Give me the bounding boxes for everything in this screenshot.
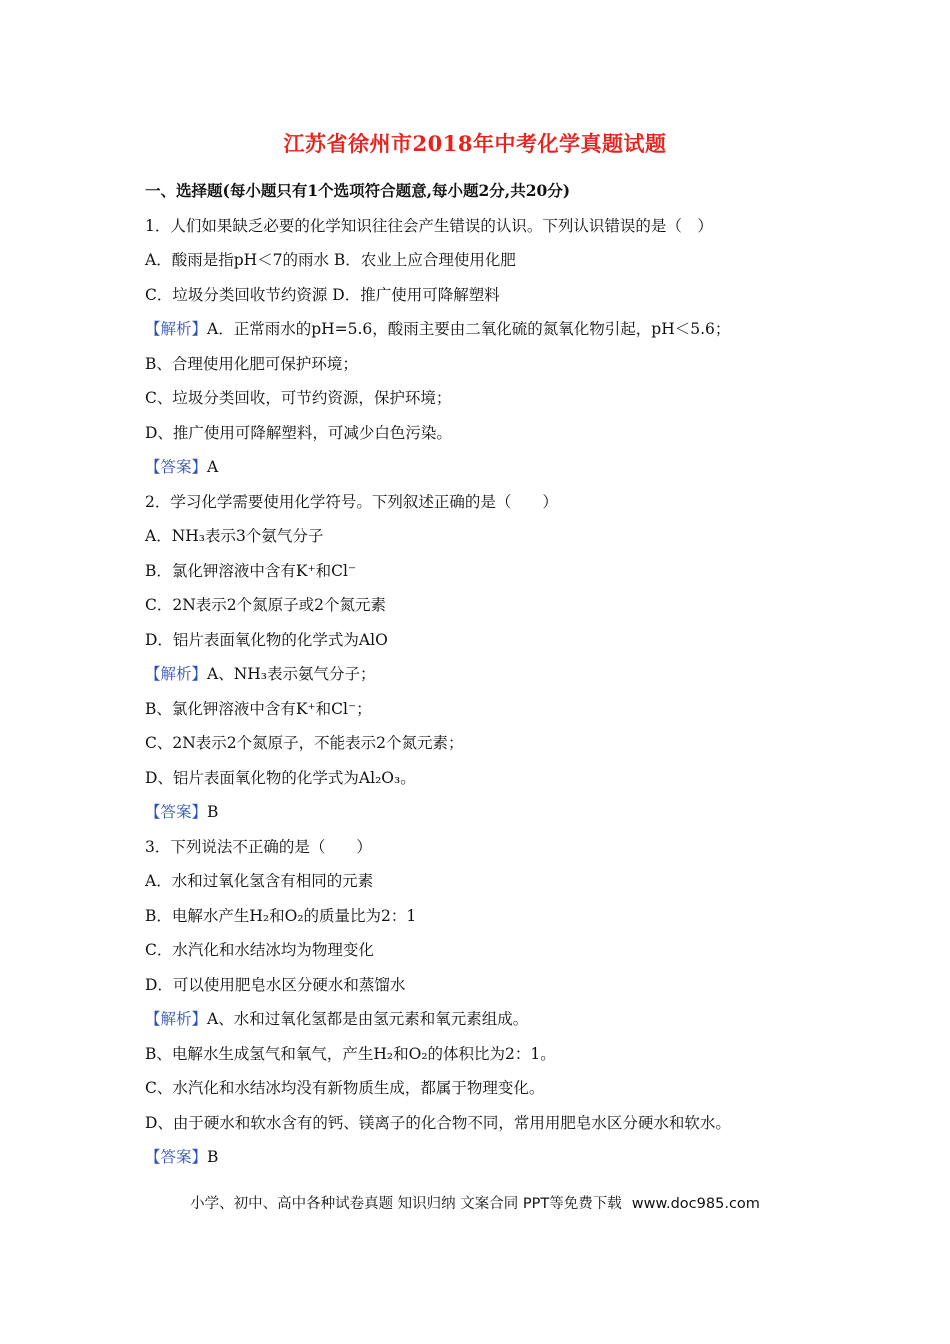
question-2-analysis-d: D、铝片表面氧化物的化学式为Al₂O₃。	[145, 768, 416, 787]
question-1-analysis-c: C、垃圾分类回收，可节约资源，保护环境；	[145, 389, 452, 407]
analysis-text: A、NH₃表示氨气分子；	[207, 665, 376, 683]
question-2-option-c: C．2N表示2个氮原子或2个氮元素	[145, 596, 387, 614]
question-1-analysis-d: D、推广使用可降解塑料，可减少白色污染。	[145, 423, 452, 442]
answer-tag: 【答案】	[145, 458, 208, 476]
analysis-text: A．正常雨水的pH=5.6，酸雨主要由二氧化硫的氮氧化物引起，pH＜5.6；	[207, 320, 731, 338]
answer-tag: 【答案】	[145, 803, 208, 821]
question-2-option-b: B．氯化钾溶液中含有K⁺和Cl⁻	[145, 561, 357, 580]
answer-tag: 【答案】	[145, 1148, 208, 1166]
question-3-analysis-c: C、水汽化和水结冰均没有新物质生成，都属于物理变化。	[145, 1079, 545, 1097]
footer-link[interactable]: www.doc985.com	[631, 1196, 760, 1212]
question-1-answer	[145, 456, 825, 491]
question-2-answer	[145, 801, 825, 836]
question-1-analysis-a	[145, 318, 825, 353]
answer-value: B	[207, 803, 219, 821]
question-1-options-cd: C．垃圾分类回收节约资源 D．推广使用可降解塑料	[145, 285, 500, 304]
question-2-option-a: A．NH₃表示3个氨气分子	[145, 527, 324, 545]
question-3-answer	[145, 1146, 825, 1181]
question-3-option-a: A．水和过氧化氢含有相同的元素	[145, 872, 374, 890]
question-1-options-ab: A．酸雨是指pH＜7的雨水 B．农业上应合理使用化肥	[145, 251, 516, 269]
answer-value: B	[207, 1148, 219, 1166]
question-2-stem: 2．学习化学需要使用化学符号。下列叙述正确的是（ ）	[145, 492, 558, 511]
question-3-analysis-d: D、由于硬水和软水含有的钙、镁离子的化合物不同，常用用肥皂水区分硬水和软水。	[145, 1113, 731, 1132]
question-2-option-d: D．铝片表面氧化物的化学式为AlO	[145, 630, 388, 649]
analysis-tag: 【解析】	[145, 320, 208, 338]
question-2-analysis-c: C、2N表示2个氮原子，不能表示2个氮元素；	[145, 734, 464, 752]
question-1-analysis-b: B、合理使用化肥可保护环境；	[145, 354, 358, 373]
question-3-option-d: D．可以使用肥皂水区分硬水和蒸馏水	[145, 975, 406, 994]
question-1-stem: 1．人们如果缺乏必要的化学知识往往会产生错误的认识。下列认识错误的是（ ）	[145, 216, 713, 235]
answer-value: A	[207, 458, 219, 476]
document-title: 江苏省徐州市2018年中考化学真题试题	[283, 131, 667, 156]
question-2-analysis-b: B、氯化钾溶液中含有K⁺和Cl⁻；	[145, 699, 372, 718]
section-heading: 一、选择题(每小题只有1个选项符合题意,每小题2分,共20分)	[145, 181, 571, 200]
analysis-text: A、水和过氧化氢都是由氢元素和氧元素组成。	[207, 1010, 529, 1028]
question-3-option-c: C．水汽化和水结冰均为物理变化	[145, 941, 374, 959]
question-3-analysis-b: B、电解水生成氢气和氧气，产生H₂和O₂的体积比为2：1。	[145, 1044, 556, 1063]
analysis-tag: 【解析】	[145, 665, 208, 683]
question-3-option-b: B．电解水产生H₂和O₂的质量比为2：1	[145, 906, 417, 925]
question-3-analysis-a	[145, 1008, 825, 1043]
footer-text: 小学、初中、高中各种试卷真题 知识归纳 文案合同 PPT等免费下载	[190, 1196, 622, 1212]
document-body	[145, 180, 825, 1181]
page-footer	[0, 1192, 950, 1213]
question-2-analysis-a	[145, 663, 825, 698]
analysis-tag: 【解析】	[145, 1010, 208, 1028]
question-3-stem: 3．下列说法不正确的是（ ）	[145, 837, 372, 856]
